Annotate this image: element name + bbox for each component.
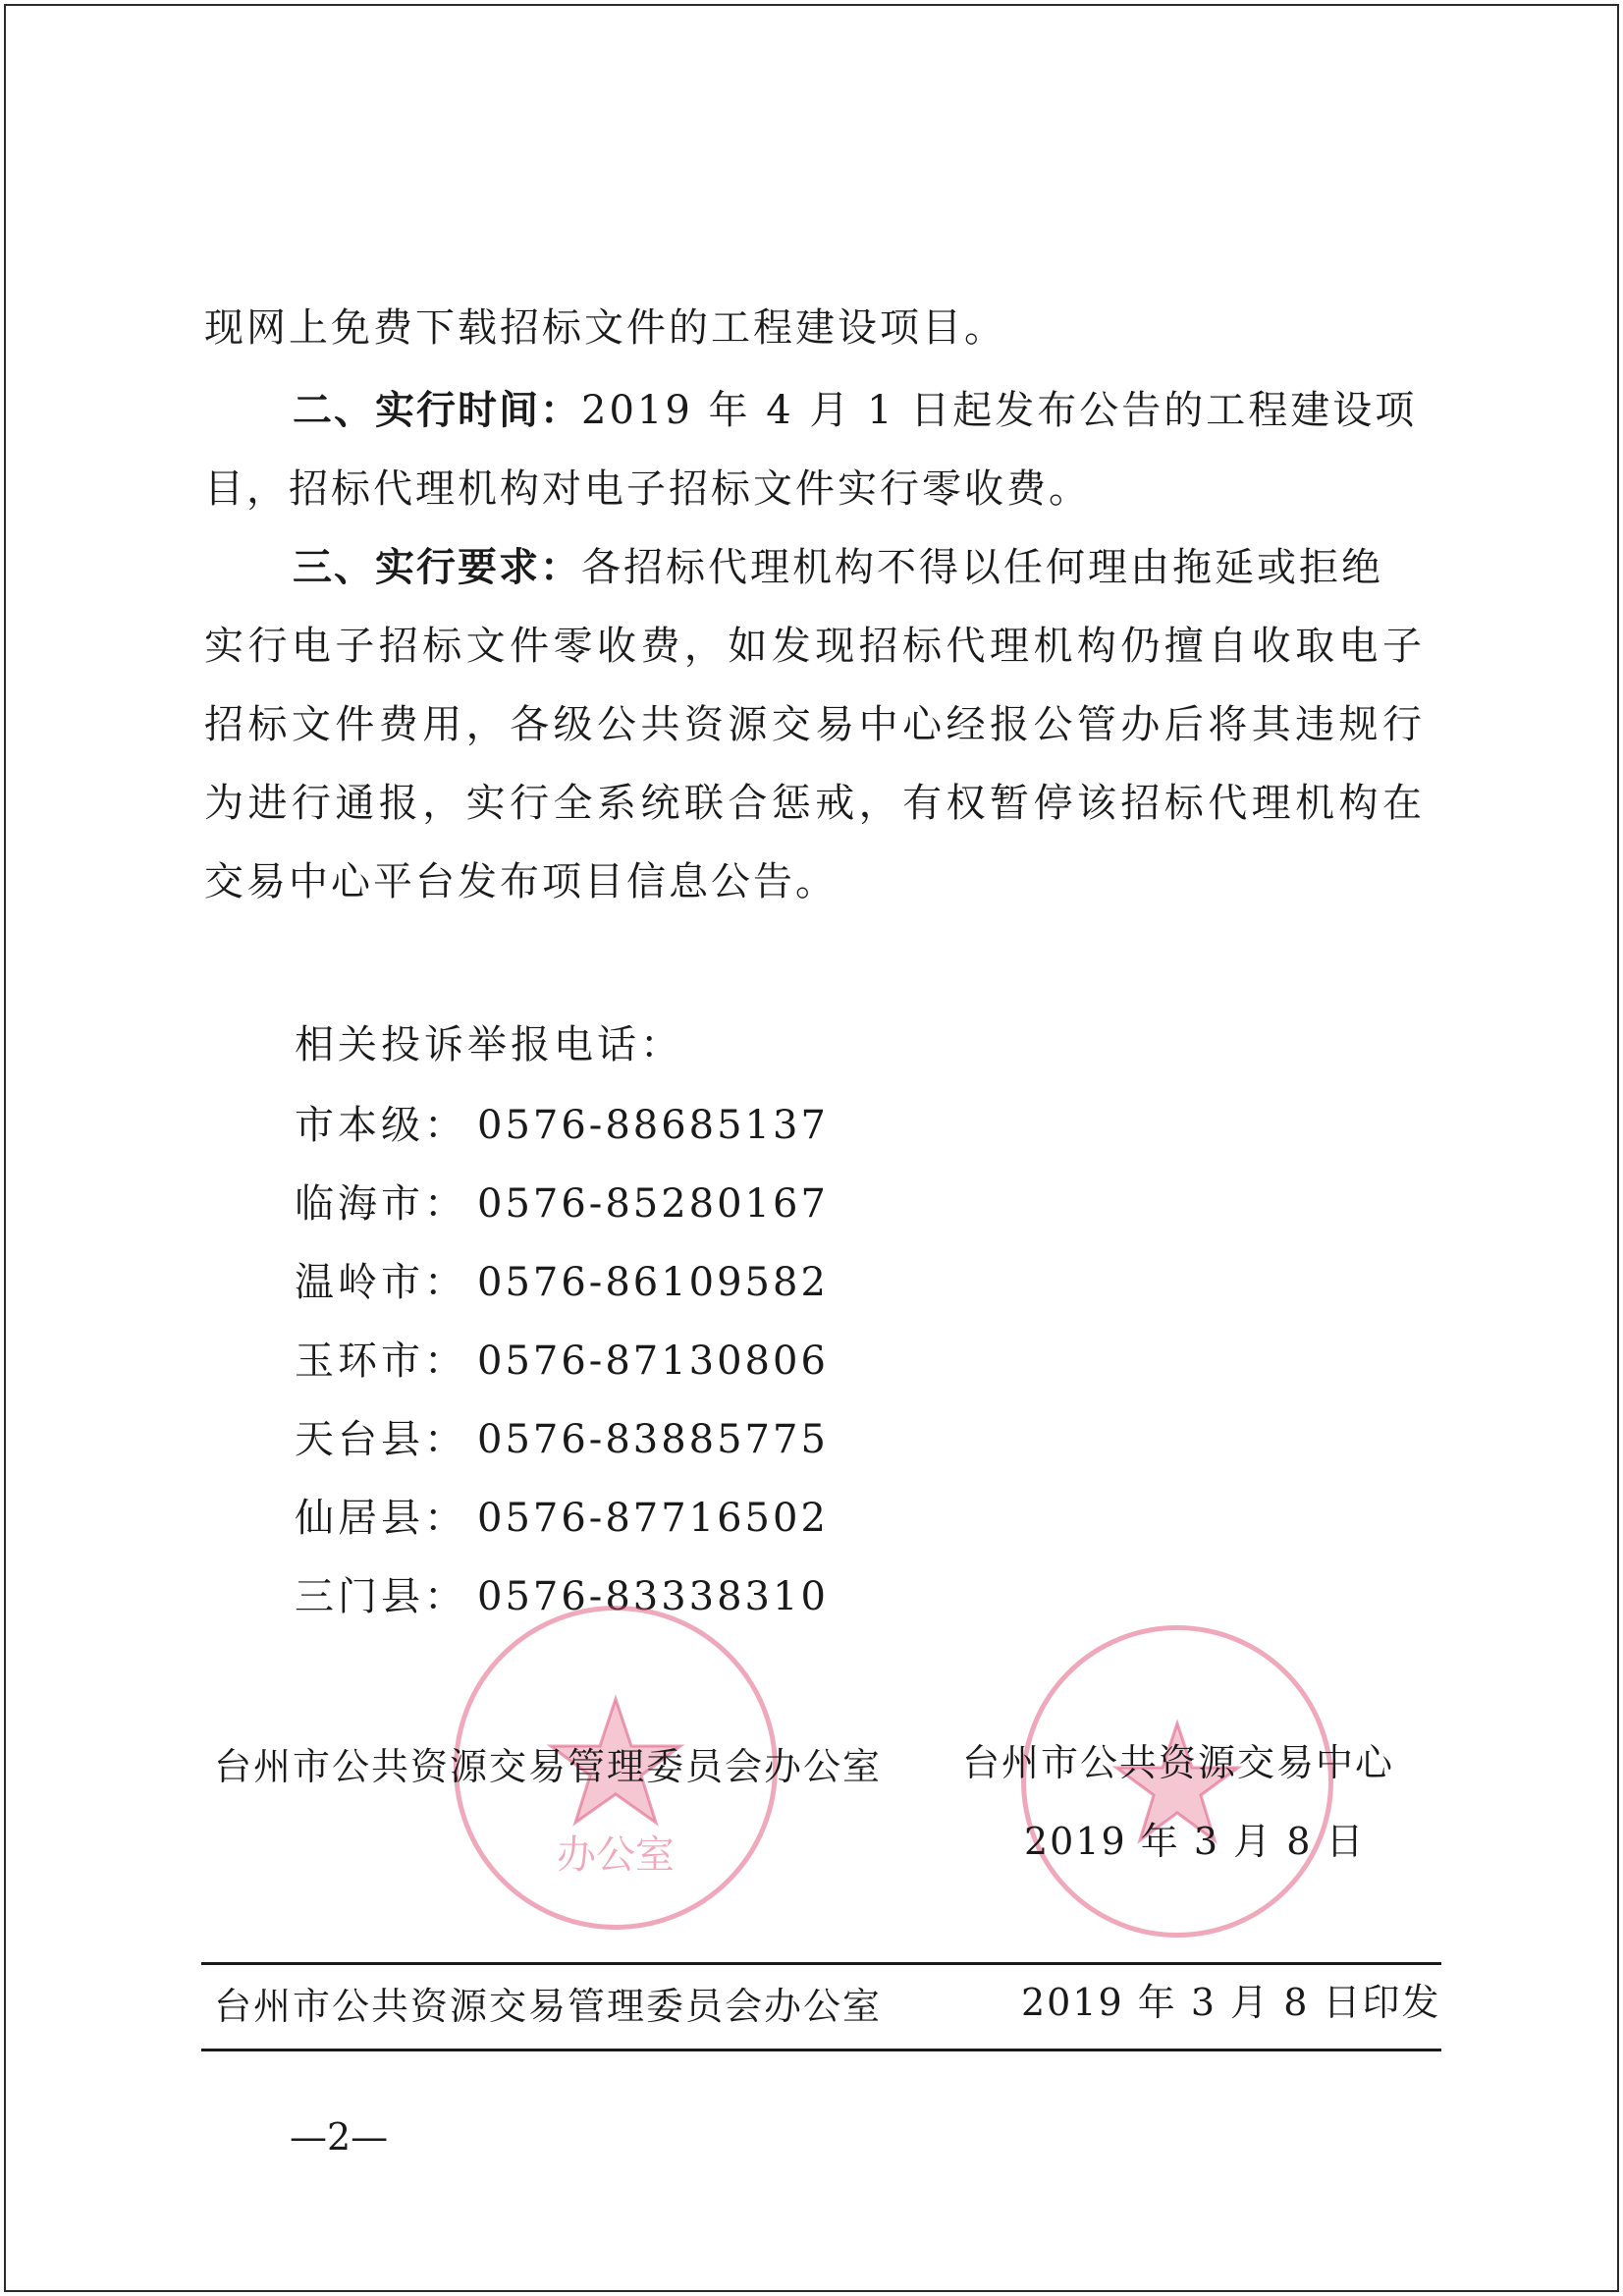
contact-phone: 0576-87130806 — [477, 1339, 829, 1384]
contact-title: 相关投诉举报电话： — [295, 1022, 683, 1067]
footer-issue-date: 2019 年 3 月 8 日印发 — [1021, 1981, 1441, 2024]
contact-label: 三门县： — [295, 1574, 467, 1619]
contact-label: 市本级： — [295, 1103, 467, 1148]
section-3-line-5: 交易中心平台发布项目信息公告。 — [204, 859, 838, 904]
section-3-line-4: 为进行通报，实行全系统联合惩戒，有权暂停该招标代理机构在 — [204, 781, 1422, 826]
section-3-heading: 三、实行要求： — [293, 545, 581, 590]
section-2-heading: 二、实行时间： — [293, 388, 581, 433]
contact-row — [295, 1259, 829, 1306]
contact-row — [295, 1338, 829, 1385]
contact-row — [295, 1180, 829, 1228]
section-2-line-2: 目，招标代理机构对电子招标文件实行零收费。 — [204, 466, 1091, 512]
footer-top-rule — [201, 1962, 1441, 1965]
contact-phone: 0576-83885775 — [477, 1417, 829, 1462]
footer-issuer: 台州市公共资源交易管理委员会办公室 — [214, 1985, 883, 2028]
section-3-line-2: 实行电子招标文件零收费，如发现招标代理机构仍擅自收取电子 — [204, 624, 1422, 669]
section-3-line-1 — [293, 544, 1383, 591]
contact-label: 仙居县： — [295, 1496, 467, 1541]
contact-phone: 0576-83338310 — [477, 1574, 829, 1619]
section-2-text: 2019 年 4 月 1 日起发布公告的工程建设项 — [581, 388, 1418, 433]
contact-label: 温岭市： — [295, 1260, 467, 1305]
contact-row — [295, 1416, 829, 1463]
signature-date: 2019 年 3 月 8 日 — [1024, 1820, 1366, 1863]
contact-label: 玉环市： — [295, 1339, 467, 1384]
contact-phone: 0576-86109582 — [477, 1260, 829, 1305]
contact-phone: 0576-88685137 — [477, 1103, 829, 1148]
contact-row — [295, 1495, 829, 1542]
footer-bottom-rule — [201, 2049, 1441, 2051]
contact-phone: 0576-85280167 — [477, 1181, 829, 1227]
page-number: —2— — [290, 2115, 389, 2159]
svg-text:办公室: 办公室 — [557, 1832, 675, 1878]
contact-phone: 0576-87716502 — [477, 1496, 829, 1541]
contact-row — [295, 1102, 829, 1149]
section-3-text: 各招标代理机构不得以任何理由拖延或拒绝 — [581, 545, 1383, 590]
section-3-line-3: 招标文件费用，各级公共资源交易中心经报公管办后将其违规行 — [204, 702, 1422, 747]
contact-label: 天台县： — [295, 1417, 467, 1462]
contact-label: 临海市： — [295, 1181, 467, 1227]
body-line: 现网上免费下载招标文件的工程建设项目。 — [204, 305, 1006, 351]
signature-right-org: 台州市公共资源交易中心 — [962, 1741, 1395, 1784]
signature-left-org: 台州市公共资源交易管理委员会办公室 — [214, 1745, 883, 1788]
section-2-line-1 — [293, 387, 1417, 434]
